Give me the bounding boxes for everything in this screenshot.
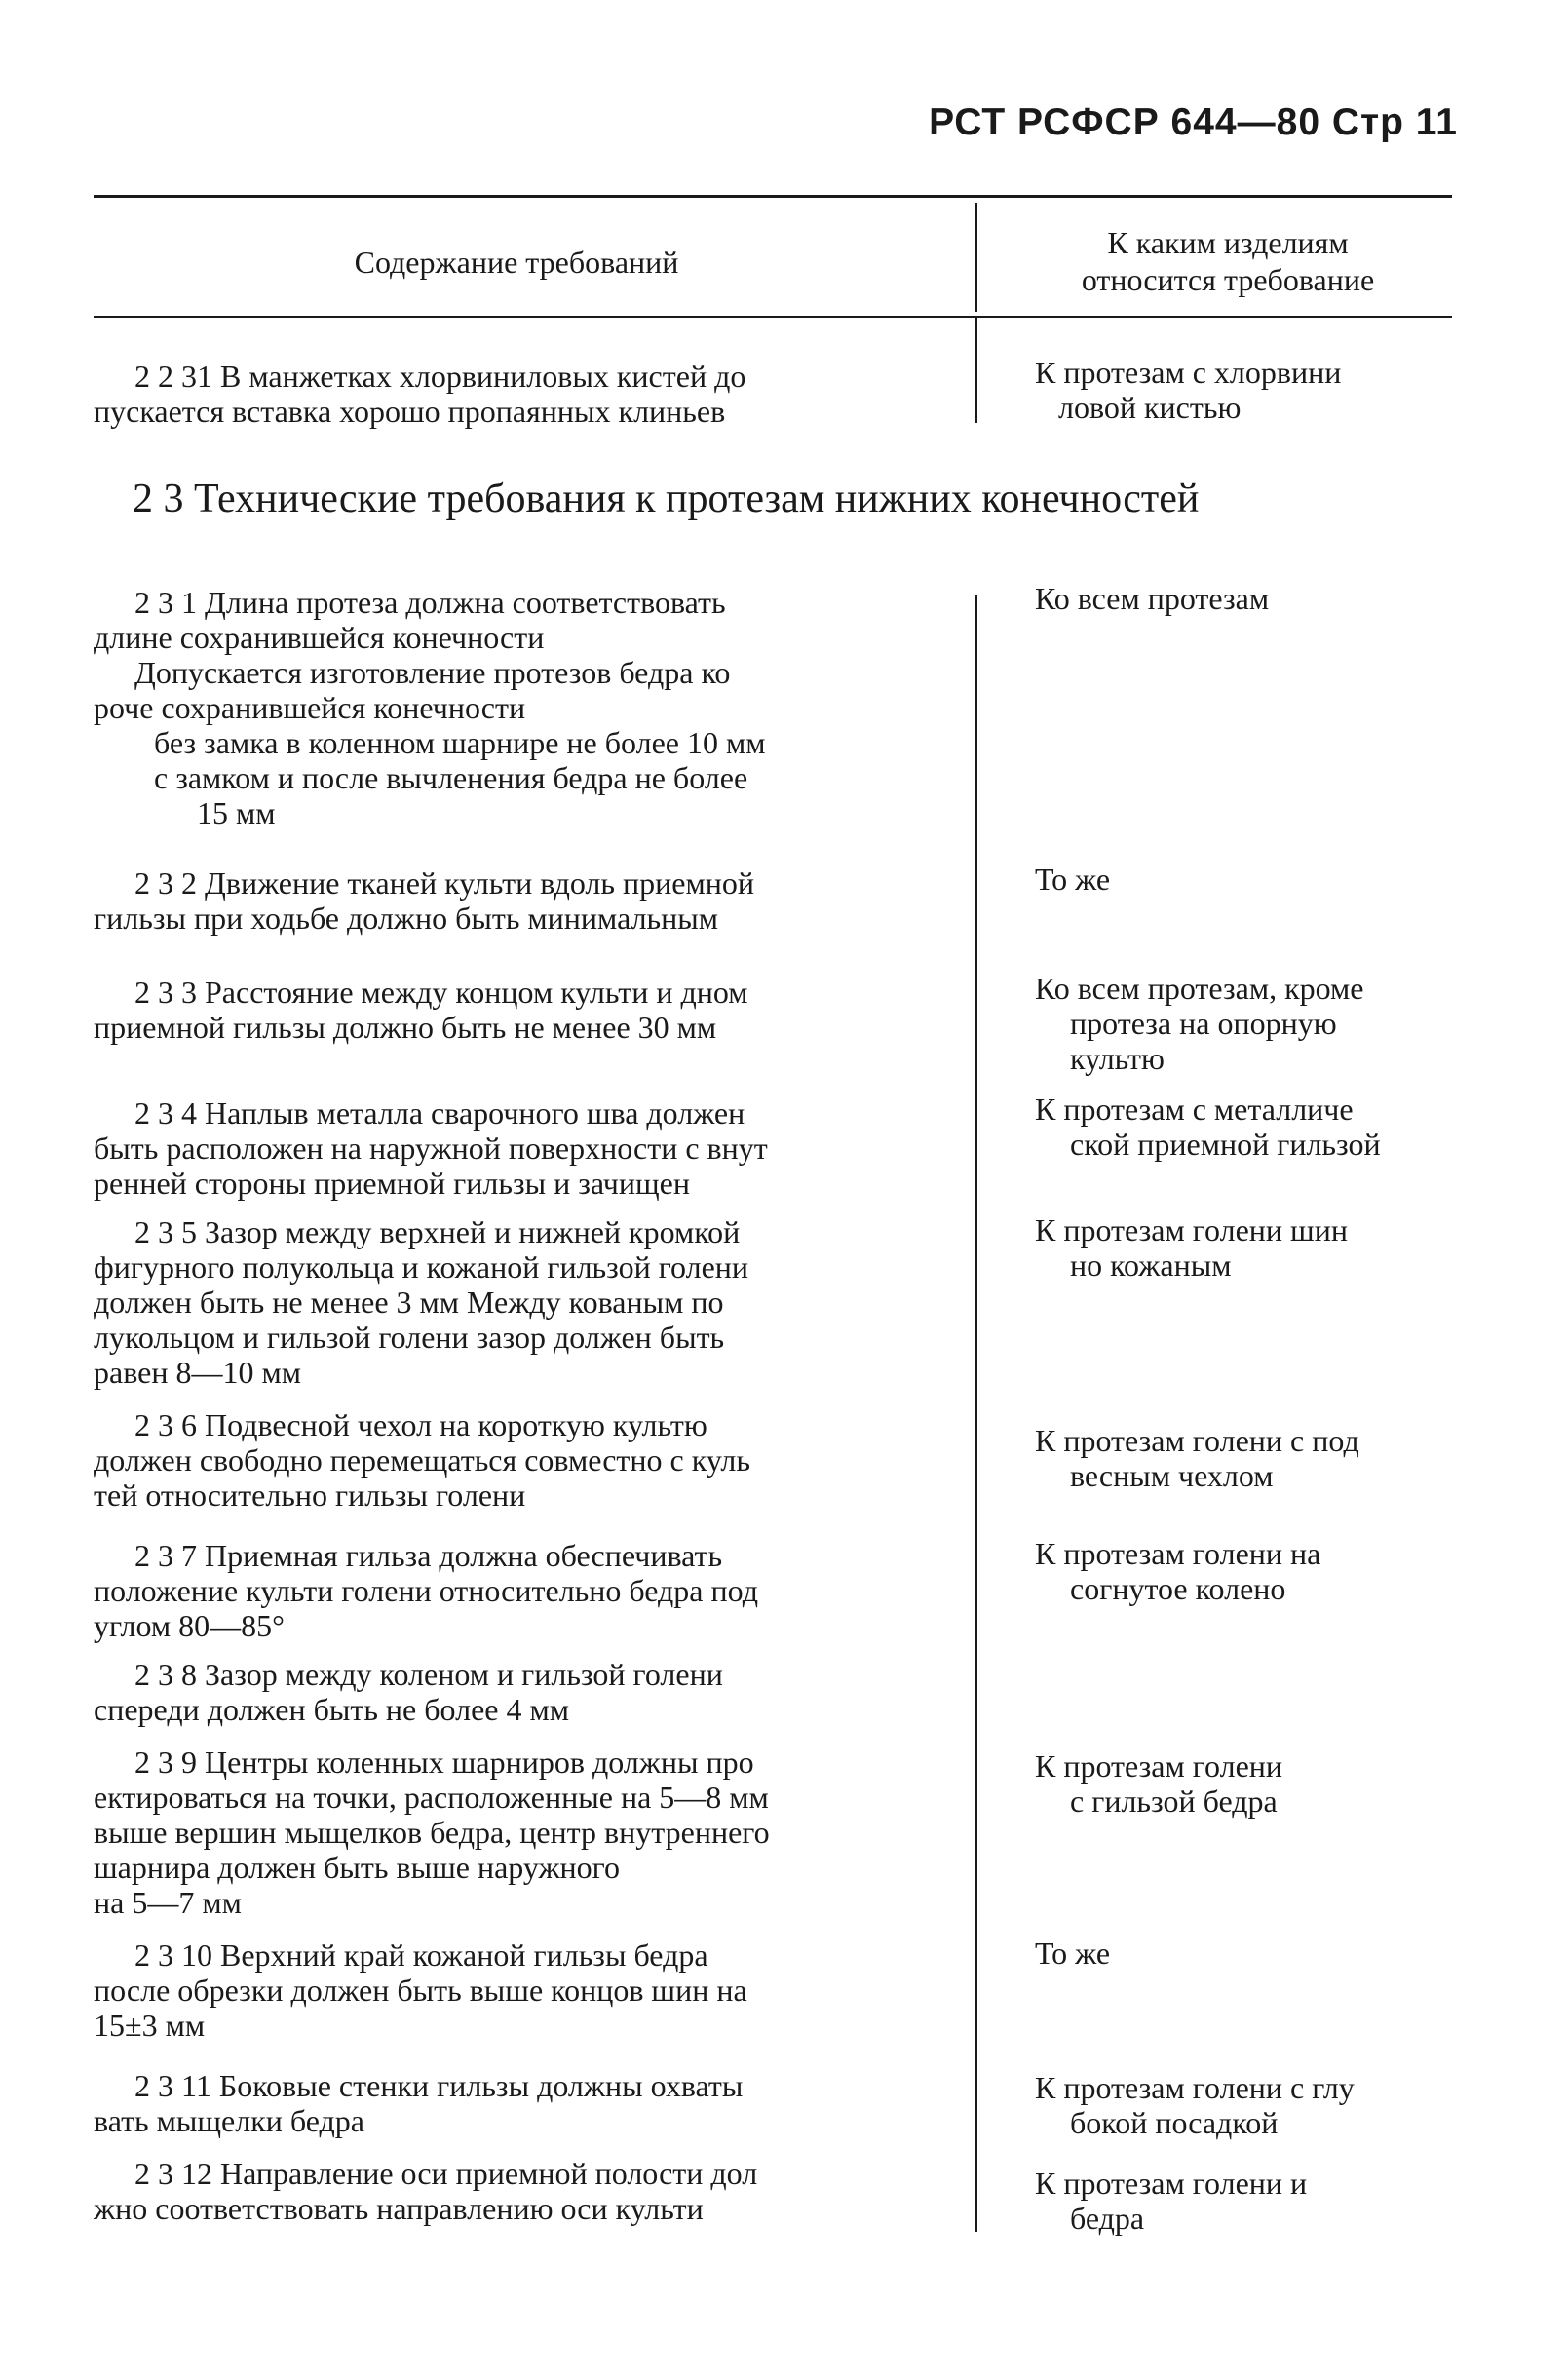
applies-to-2-3-2: То же bbox=[1035, 862, 1111, 897]
requirement-2-3-2: 2 3 2 Движение тканей культи вдоль приемной гильзы при ходьбе должно быть минимальным bbox=[94, 865, 754, 936]
applies-to-2-3-7: К протезам голени на согнутое колено bbox=[1035, 1536, 1321, 1606]
requirement-2-2-31: 2 2 31 В манжетках хлорвиниловых кистей до пускается вставка хорошо пропаянных клиньев bbox=[94, 359, 746, 429]
column-divider bbox=[975, 318, 977, 423]
column-divider bbox=[975, 203, 977, 312]
requirement-2-3-1: 2 3 1 Длина протеза должна соответствовать длине сохранившейся конечности Допускается изготовление протезов бедра ко роче сохранившейся конечности без замка в коленном шарнире не более 10 мм с замком и после вычленения бедра не более 15 мм bbox=[94, 585, 766, 830]
requirement-2-3-6: 2 3 6 Подвесной чехол на короткую культю должен свободно перемещаться совместно с куль тей относительно гильзы голени bbox=[94, 1407, 750, 1513]
applies-to-2-3-6: К протезам голени с под весным чехлом bbox=[1035, 1423, 1359, 1493]
section-title: 2 3 Технические требования к протезам нижних конечностей bbox=[133, 477, 1200, 521]
requirement-2-3-4: 2 3 4 Наплыв металла сварочного шва должен быть расположен на наружной поверхности с внут ренней стороны приемной гильзы и зачищен bbox=[94, 1095, 768, 1201]
applies-to-2-3-1: Ко всем протезам bbox=[1035, 581, 1270, 616]
page-header: РСТ РСФСР 644—80 Стр 11 bbox=[929, 101, 1458, 143]
requirement-2-3-11: 2 3 11 Боковые стенки гильзы должны охваты вать мыщелки бедра bbox=[94, 2068, 744, 2138]
column-header-products: К каким изделиям относится требование bbox=[1081, 225, 1375, 297]
applies-to-2-3-9: К протезам голени с гильзой бедра bbox=[1035, 1748, 1283, 1819]
requirement-2-3-8: 2 3 8 Зазор между коленом и гильзой голени спереди должен быть не более 4 мм bbox=[94, 1657, 723, 1727]
applies-to-2-3-5: К протезам голени шин но кожаным bbox=[1035, 1212, 1348, 1283]
column-divider bbox=[975, 595, 977, 2232]
requirement-2-3-7: 2 3 7 Приемная гильза должна обеспечивать положение культи голени относительно бедра под углом 80—85° bbox=[94, 1538, 758, 1643]
requirement-2-3-3: 2 3 3 Расстояние между концом культи и дном приемной гильзы должно быть не менее 30 мм bbox=[94, 975, 748, 1045]
requirement-2-3-12: 2 3 12 Направление оси приемной полости дол жно соответствовать направлению оси культи bbox=[94, 2156, 758, 2226]
requirement-2-3-5: 2 3 5 Зазор между верхней и нижней кромкой фигурного полукольца и кожаной гильзой голени должен быть не менее 3 мм Между кованым по лукольцом и гильзой голени зазор должен быть равен 8—10 мм bbox=[94, 1214, 749, 1390]
requirement-2-3-10: 2 3 10 Верхний край кожаной гильзы бедра после обрезки должен быть выше концов шин на 15±3 мм bbox=[94, 1938, 747, 2043]
table-header-rule bbox=[94, 316, 1452, 318]
table-top-rule bbox=[94, 195, 1452, 198]
applies-to-2-3-10: То же bbox=[1035, 1936, 1111, 1971]
applies-to-2-3-4: К протезам с металличе ской приемной гильзой bbox=[1035, 1092, 1381, 1162]
column-header-requirements: Содержание требований bbox=[354, 245, 679, 280]
applies-to-2-3-3: Ко всем протезам, кроме протеза на опорную культю bbox=[1035, 971, 1364, 1076]
requirement-2-3-9: 2 3 9 Центры коленных шарниров должны про ектироваться на точки, расположенные на 5—8 мм выше вершин мыщелков бедра, центр внутреннего шарнира должен быть выше наружного на 5—7 мм bbox=[94, 1745, 770, 1920]
applies-to-2-3-12: К протезам голени и бедра bbox=[1035, 2166, 1308, 2236]
applies-to-2-3-11: К протезам голени с глу бокой посадкой bbox=[1035, 2070, 1355, 2140]
applies-to-2-2-31: К протезам с хлорвини ловой кистью bbox=[1035, 355, 1342, 425]
